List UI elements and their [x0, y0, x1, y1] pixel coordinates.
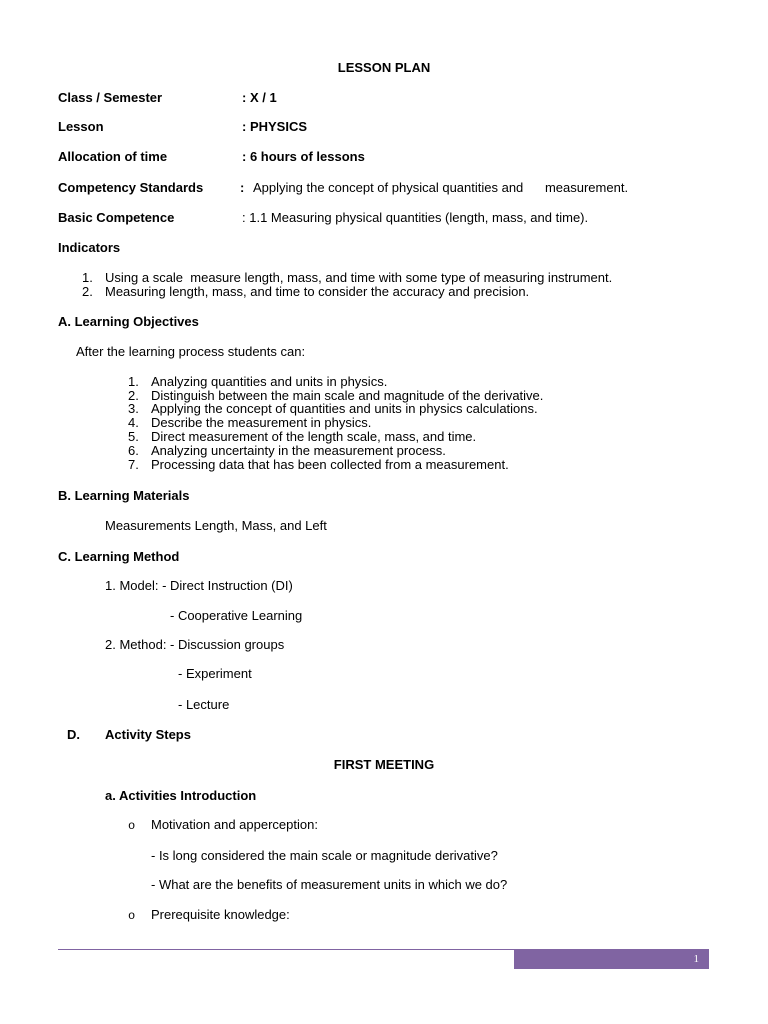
intro-activities-heading: a. Activities Introduction — [105, 788, 257, 803]
activity-letter: D. — [67, 727, 80, 742]
competency-standards-separator: : — [240, 180, 245, 195]
list-item: Using a scale measure length, mass, and time with some type of measuring instrument. — [105, 270, 613, 285]
list-item-number: 1. — [82, 270, 93, 285]
objectives-heading: A. Learning Objectives — [58, 314, 199, 329]
list-item: Distinguish between the main scale and magnitude of the derivative. — [151, 388, 544, 403]
page-number: 1 — [693, 953, 699, 965]
list-item-number: 2. — [128, 388, 139, 403]
list-item-number: 5. — [128, 429, 139, 444]
list-item-number: 3. — [128, 401, 139, 416]
list-item: Processing data that has been collected from a measurement. — [151, 457, 509, 472]
lesson-label: Lesson — [58, 119, 104, 134]
class-semester-label: Class / Semester — [58, 90, 163, 105]
list-item: Applying the concept of quantities and units in physics calculations. — [151, 401, 538, 416]
method-line-1: 2. Method: - Discussion groups — [105, 637, 285, 652]
class-semester-value: : X / 1 — [242, 90, 277, 105]
model-line-1: 1. Model: - Direct Instruction (DI) — [105, 578, 293, 593]
question-2: - What are the benefits of measurement units in which we do? — [151, 877, 508, 892]
basic-competence-value: : 1.1 Measuring physical quantities (length, mass, and time). — [242, 210, 589, 225]
model-line-2: - Cooperative Learning — [170, 608, 303, 623]
bullet-icon: o — [128, 819, 136, 833]
motivation-text: Motivation and apperception: — [151, 817, 318, 832]
method-heading: C. Learning Method — [58, 549, 180, 564]
indicators-heading: Indicators — [58, 240, 121, 255]
list-item: Direct measurement of the length scale, mass, and time. — [151, 429, 477, 444]
list-item: Measuring length, mass, and time to consider the accuracy and precision. — [105, 284, 530, 299]
list-item-number: 1. — [128, 374, 139, 389]
materials-heading: B. Learning Materials — [58, 488, 190, 503]
basic-competence-label: Basic Competence — [58, 210, 175, 225]
method-line-3: - Lecture — [178, 697, 230, 712]
allocation-value: : 6 hours of lessons — [242, 149, 365, 164]
list-item-number: 6. — [128, 443, 139, 458]
page-title: LESSON PLAN — [337, 60, 431, 75]
list-item: Describe the measurement in physics. — [151, 415, 372, 430]
question-1: - Is long considered the main scale or magnitude derivative? — [151, 848, 498, 863]
meeting-title: FIRST MEETING — [333, 757, 435, 772]
competency-standards-label: Competency Standards — [58, 180, 204, 195]
competency-standards-value: Applying the concept of physical quantities and measurement. — [253, 180, 629, 195]
prerequisite-text: Prerequisite knowledge: — [151, 907, 290, 922]
materials-text: Measurements Length, Mass, and Left — [105, 518, 327, 533]
list-item-number: 4. — [128, 415, 139, 430]
bullet-icon: o — [128, 909, 136, 923]
list-item: Analyzing quantities and units in physics. — [151, 374, 388, 389]
objectives-intro: After the learning process students can: — [76, 344, 306, 359]
allocation-label: Allocation of time — [58, 149, 168, 164]
method-line-2: - Experiment — [178, 666, 252, 681]
list-item-number: 2. — [82, 284, 93, 299]
footer-page-box — [514, 950, 709, 969]
list-item-number: 7. — [128, 457, 139, 472]
list-item: Analyzing uncertainty in the measurement process. — [151, 443, 446, 458]
lesson-value: : PHYSICS — [242, 119, 308, 134]
activity-heading: Activity Steps — [105, 727, 191, 742]
